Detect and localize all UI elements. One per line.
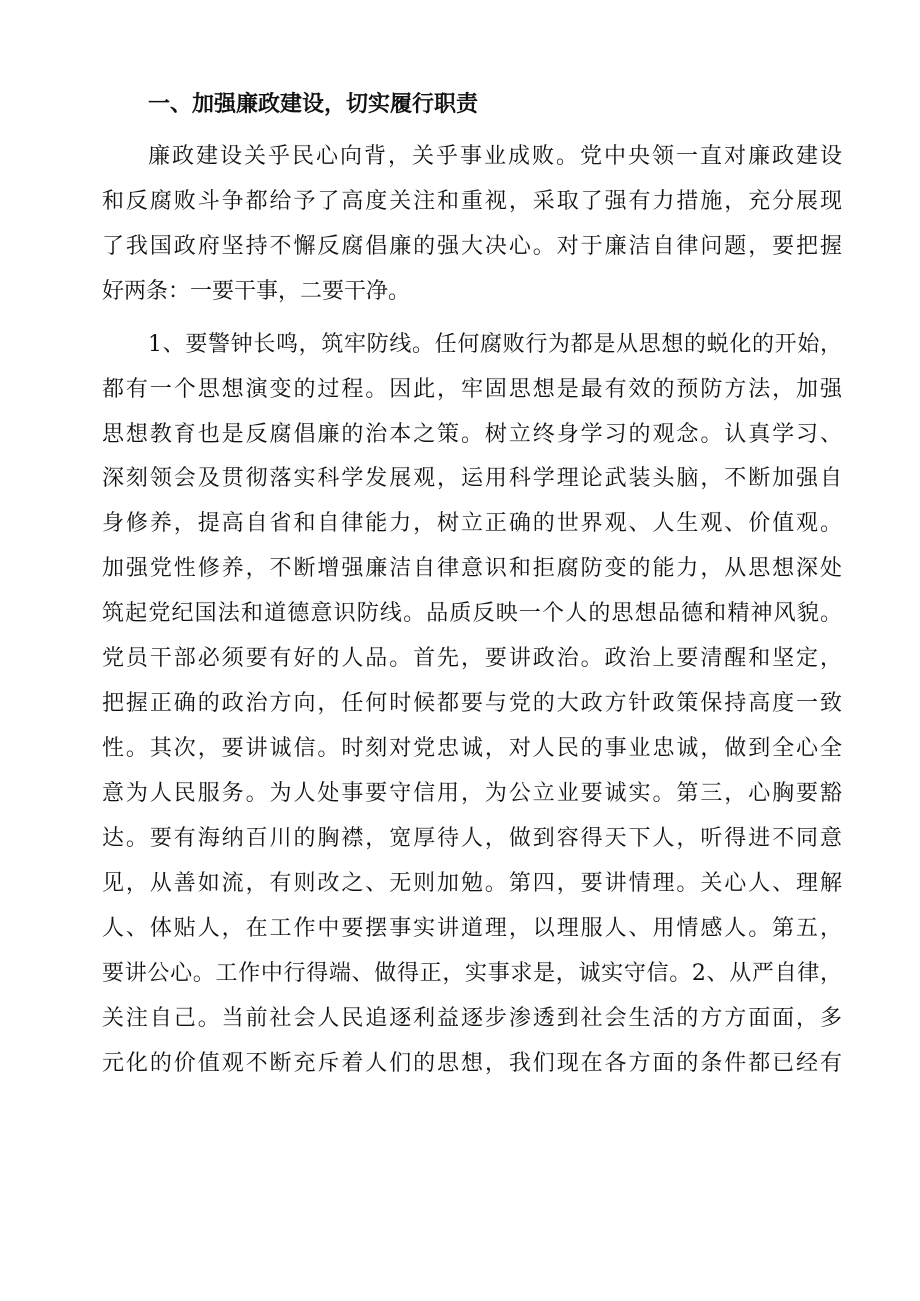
text-line: 党员干部必须要有好的人品。首先，要讲政治。政治上要清醒和坚定， — [102, 646, 842, 671]
text-line: 深刻领会及贯彻落实科学发展观，运用科学理论武装头脑，不断加强自 — [102, 466, 842, 491]
text-line: 性。其次，要讲诚信。时刻对党忠诚，对人民的事业忠诚，做到全心全 — [102, 736, 842, 761]
text-line: 人、体贴人，在工作中要摆事实讲道理，以理服人、用情感人。第五， — [102, 916, 842, 941]
section-heading: 一、加强廉政建设，切实履行职责 — [148, 92, 479, 117]
text-line: 身修养，提高自省和自律能力，树立正确的世界观、人生观、价值观。 — [102, 511, 842, 536]
text-line: 意为人民服务。为人处事要守信用，为公立业要诚实。第三，心胸要豁 — [102, 781, 842, 806]
text-line: 把握正确的政治方向，任何时候都要与党的大政方针政策保持高度一致 — [102, 691, 842, 716]
text-line: 见，从善如流，有则改之、无则加勉。第四，要讲情理。关心人、理解 — [102, 871, 842, 896]
text-line: 元化的价值观不断充斥着人们的思想，我们现在各方面的条件都已经有 — [102, 1051, 842, 1076]
text-line: 达。要有海纳百川的胸襟，宽厚待人，做到容得天下人，听得进不同意 — [102, 826, 842, 851]
text-line: 思想教育也是反腐倡廉的治本之策。树立终身学习的观念。认真学习、 — [102, 422, 842, 447]
text-line: 和反腐败斗争都给予了高度关注和重视，采取了强有力措施，充分展现 — [102, 189, 842, 214]
text-line: 要讲公心。工作中行得端、做得正，实事求是，诚实守信。2、从严自律， — [102, 961, 842, 986]
text-line: 加强党性修养，不断增强廉洁自律意识和拒腐防变的能力，从思想深处 — [102, 556, 842, 581]
text-line: 都有一个思想演变的过程。因此，牢固思想是最有效的预防方法，加强 — [102, 377, 842, 402]
text-line: 好两条：一要干事，二要干净。 — [102, 279, 411, 304]
text-line: 关注自己。当前社会人民追逐利益逐步渗透到社会生活的方方面面，多 — [102, 1006, 842, 1031]
text-line: 了我国政府坚持不懈反腐倡廉的强大决心。对于廉洁自律问题，要把握 — [102, 234, 842, 259]
text-line: 1、要警钟长鸣，筑牢防线。任何腐败行为都是从思想的蜕化的开始， — [148, 332, 842, 357]
text-line: 筑起党纪国法和道德意识防线。品质反映一个人的思想品德和精神风貌。 — [102, 601, 842, 626]
text-line: 廉政建设关乎民心向背，关乎事业成败。党中央领一直对廉政建设 — [148, 144, 842, 169]
